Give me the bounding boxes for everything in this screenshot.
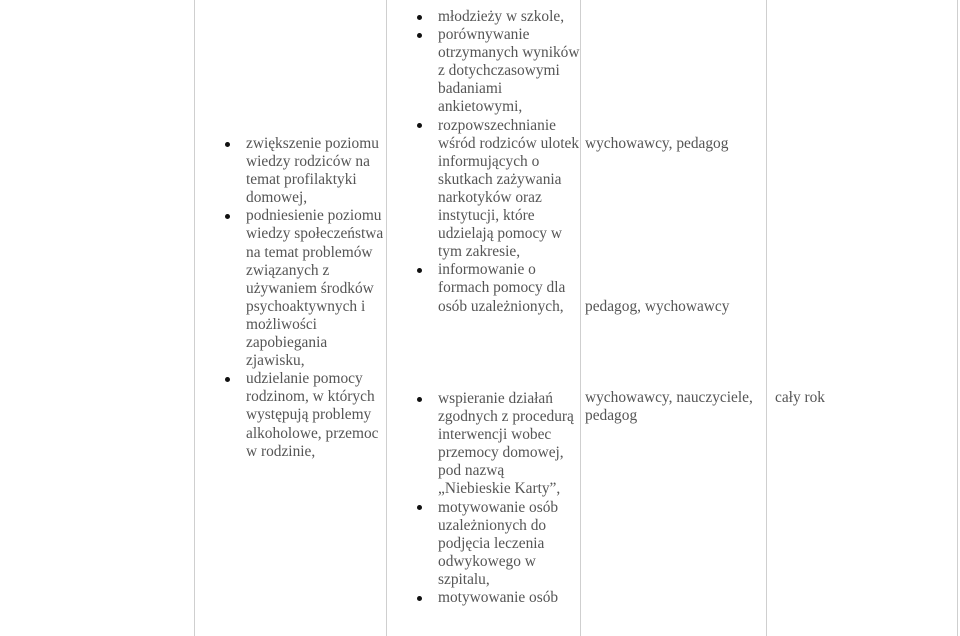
table-border-right: [957, 0, 958, 636]
task-item: rozpowszechnianie wśród rodziców ulotek informujących o skutkach zażywania narkotyków oraz instytucji, które udzielają pomocy w tym zakresie,: [438, 116, 580, 261]
tasks-list-2: [438, 390, 580, 607]
tasks-cell-lower: [438, 390, 580, 607]
task-item: porównywanie otrzymanych wyników z dotychczasowymi badaniami ankietowymi,: [438, 26, 580, 116]
term-cell: cały rok: [775, 389, 825, 406]
tasks-list-1: [438, 8, 580, 316]
responsible-3: wychowawcy, nauczyciele, pedagog: [585, 389, 753, 425]
goal-item: udzielanie pomocy rodzinom, w których występują problemy alkoholowe, przemoc w rodzinie,: [246, 370, 384, 460]
responsible-1: wychowawcy, pedagog: [585, 135, 729, 152]
goal-item: zwiększenie poziomu wiedzy rodziców na temat profilaktyki domowej,: [246, 135, 384, 207]
responsible-2: pedagog, wychowawcy: [585, 298, 730, 315]
task-item: wspieranie działań zgodnych z procedurą interwencji wobec przemocy domowej, pod nazwą „Niebieskie Karty”,: [438, 390, 580, 499]
goals-list: [246, 135, 384, 461]
table-border-col2: [386, 0, 387, 636]
tasks-cell-upper: [438, 8, 580, 316]
task-item: motywowanie osób: [438, 589, 580, 607]
goals-cell: [246, 135, 384, 461]
goal-item: podniesienie poziomu wiedzy społeczeństwa na temat problemów związanych z używaniem środków psychoaktywnych i możliwości zapobiegania zjawisku,: [246, 207, 384, 370]
table-border-col3: [580, 0, 581, 636]
task-item: informowanie o formach pomocy dla osób uzależnionych,: [438, 261, 580, 315]
task-item: motywowanie osób uzależnionych do podjęcia leczenia odwykowego w szpitalu,: [438, 499, 580, 589]
table-border-left: [194, 0, 195, 636]
task-item: młodzieży w szkole,: [438, 8, 580, 26]
table-border-col4: [766, 0, 767, 636]
